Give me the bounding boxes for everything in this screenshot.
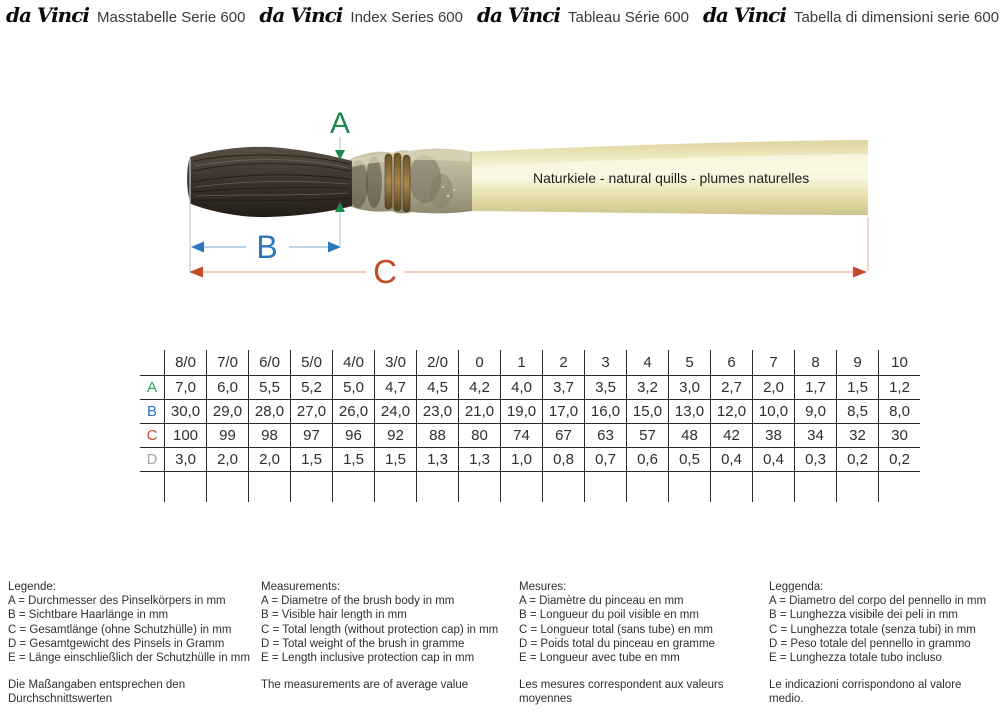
- legend-item: D = Peso totale del pennello in grammo: [769, 637, 971, 650]
- table-cell: 42: [711, 424, 753, 448]
- table-cell: 5,2: [291, 376, 333, 400]
- table-cell: 1,3: [417, 448, 459, 472]
- empty-cell: [459, 472, 501, 503]
- table-cell: 4,2: [459, 376, 501, 400]
- table-cell: 4,0: [501, 376, 543, 400]
- table-cell: 4,7: [375, 376, 417, 400]
- table-cell: 9,0: [795, 400, 837, 424]
- legend-title: Leggenda:: [769, 581, 824, 593]
- size-column-header: 6/0: [249, 350, 291, 376]
- table-cell: 0,7: [585, 448, 627, 472]
- size-column-header: 9: [837, 350, 879, 376]
- size-column-header: 6: [711, 350, 753, 376]
- table-row: [140, 400, 920, 424]
- legend-block: [8, 580, 254, 707]
- legend-note: Le indicazioni corrispondono al valore medio.: [769, 679, 962, 706]
- table-cell: 3,0: [165, 448, 207, 472]
- table-cell: 0,8: [543, 448, 585, 472]
- table-cell: 1,5: [375, 448, 417, 472]
- legend-item: A = Diametro del corpo del pennello in mm: [769, 595, 987, 608]
- table-cell: 21,0: [459, 400, 501, 424]
- table-row: [140, 424, 920, 448]
- legend-item: E = Longueur avec tube en mm: [519, 652, 680, 665]
- table-cell: 57: [627, 424, 669, 448]
- dimension-c-label: C: [373, 253, 397, 290]
- legend-title: Mesures:: [519, 581, 567, 593]
- legend-item: C = Gesamtlänge (ohne Schutzhülle) in mm: [8, 623, 232, 636]
- table-cell: 12,0: [711, 400, 753, 424]
- series-title: Tableau Série 600: [568, 9, 689, 26]
- table-cell: 96: [333, 424, 375, 448]
- empty-cell: [543, 472, 585, 503]
- size-table: [140, 350, 920, 502]
- size-column-header: 2/0: [417, 350, 459, 376]
- legend-item: C = Total length (without protection cap) in mm: [261, 623, 499, 636]
- table-cell: 29,0: [207, 400, 249, 424]
- table-cell: 99: [207, 424, 249, 448]
- davinci-logo: da Vinci: [702, 3, 786, 27]
- size-column-header: 5: [669, 350, 711, 376]
- table-cell: 27,0: [291, 400, 333, 424]
- table-cell: 7,0: [165, 376, 207, 400]
- legend-title: Measurements:: [261, 581, 341, 593]
- table-cell: 3,7: [543, 376, 585, 400]
- handle-caption: Naturkiele - natural quills - plumes naturelles: [533, 170, 810, 186]
- empty-cell: [753, 472, 795, 503]
- table-cell: 38: [753, 424, 795, 448]
- table-cell: 1,0: [501, 448, 543, 472]
- size-column-header: 8/0: [165, 350, 207, 376]
- dimension-b-arrow: [191, 229, 341, 265]
- table-cell: 30: [879, 424, 921, 448]
- size-column-header: 4/0: [333, 350, 375, 376]
- legend-item: A = Durchmesser des Pinselkörpers in mm: [8, 595, 226, 608]
- size-column-header: 10: [879, 350, 921, 376]
- size-column-header: 2: [543, 350, 585, 376]
- table-cell: 3,5: [585, 376, 627, 400]
- size-column-header: 3/0: [375, 350, 417, 376]
- legend-item: B = Visible hair length in mm: [261, 609, 407, 622]
- brush-diagram-svg: [0, 0, 1000, 345]
- table-cell: 8,5: [837, 400, 879, 424]
- table-cell: 13,0: [669, 400, 711, 424]
- legend-note: Die Maßangaben entsprechen den Durchschnittswerten: [8, 679, 186, 706]
- series-title: Tabella di dimensioni serie 600: [793, 9, 1000, 26]
- table-cell: 92: [375, 424, 417, 448]
- table-cell: 24,0: [375, 400, 417, 424]
- legend-item: B = Lunghezza visibile dei peli in mm: [769, 609, 958, 622]
- empty-cell: [585, 472, 627, 503]
- table-cell: 80: [459, 424, 501, 448]
- size-column-header: 8: [795, 350, 837, 376]
- table-cell: 1,3: [459, 448, 501, 472]
- legend-note: The measurements are of average value: [261, 679, 469, 692]
- table-cell: 34: [795, 424, 837, 448]
- series-title: Index Series 600: [350, 9, 463, 26]
- table-cell: 2,0: [249, 448, 291, 472]
- table-cell: 8,0: [879, 400, 921, 424]
- davinci-logo: da Vinci: [6, 3, 89, 27]
- legend-item: C = Longueur total (sans tube) en mm: [519, 623, 714, 636]
- table-cell: 0,2: [837, 448, 879, 472]
- table-cell: 15,0: [627, 400, 669, 424]
- empty-cell: [627, 472, 669, 503]
- table-cell: 0,6: [627, 448, 669, 472]
- table-cell: 74: [501, 424, 543, 448]
- size-header-row: [140, 350, 920, 376]
- table-cell: 32: [837, 424, 879, 448]
- legend-item: B = Sichtbare Haarlänge in mm: [8, 609, 169, 622]
- empty-cell: [291, 472, 333, 503]
- legend-block: [519, 580, 757, 707]
- legend-item: D = Gesamtgewicht des Pinsels in Gramm: [8, 637, 225, 650]
- table-cell: 1,7: [795, 376, 837, 400]
- table-cell: 48: [669, 424, 711, 448]
- table-cell: 98: [249, 424, 291, 448]
- table-cell: 0,5: [669, 448, 711, 472]
- table-cell: 3,0: [669, 376, 711, 400]
- legend-item: A = Diamètre du pinceau en mm: [519, 595, 684, 608]
- legend-item: E = Länge einschließlich der Schutzhülle in mm: [8, 652, 250, 665]
- series-title: Masstabelle Serie 600: [97, 9, 246, 26]
- dimension-a-label: A: [329, 107, 351, 140]
- table-cell: 2,7: [711, 376, 753, 400]
- size-column-header: 7/0: [207, 350, 249, 376]
- legend-item: C = Lunghezza totale (senza tubi) in mm: [769, 623, 976, 636]
- size-column-header: 7: [753, 350, 795, 376]
- size-column-header: 3: [585, 350, 627, 376]
- table-cell: 88: [417, 424, 459, 448]
- table-cell: 30,0: [165, 400, 207, 424]
- size-table-body: [140, 376, 920, 503]
- legend-item: B = Longueur du poil visible en mm: [519, 609, 699, 622]
- legend-item: E = Lunghezza totale tubo incluso: [769, 652, 942, 665]
- table-cell: 6,0: [207, 376, 249, 400]
- davinci-logo: da Vinci: [477, 3, 560, 27]
- dimension-b-label: B: [256, 229, 278, 265]
- table-cell: 1,2: [879, 376, 921, 400]
- table-cell: 16,0: [585, 400, 627, 424]
- brush-bristles: [187, 147, 352, 217]
- empty-cell: [837, 472, 879, 503]
- size-table-head: [140, 350, 920, 376]
- legend-item: A = Diametre of the brush body in mm: [261, 595, 455, 608]
- table-cell: 23,0: [417, 400, 459, 424]
- table-cell: 10,0: [753, 400, 795, 424]
- table-cell: 2,0: [753, 376, 795, 400]
- brass-wire-wrap: [385, 153, 410, 212]
- row-label: [140, 472, 165, 503]
- size-column-header: 4: [627, 350, 669, 376]
- davinci-logo: da Vinci: [259, 3, 343, 27]
- empty-row: [140, 472, 920, 503]
- size-column-header: 1: [501, 350, 543, 376]
- empty-cell: [165, 472, 207, 503]
- table-cell: 0,4: [711, 448, 753, 472]
- size-column-header: 5/0: [291, 350, 333, 376]
- table-cell: 63: [585, 424, 627, 448]
- row-label: A: [140, 376, 165, 400]
- row-label: C: [140, 424, 165, 448]
- dimension-c-arrow: [189, 253, 867, 290]
- table-cell: 17,0: [543, 400, 585, 424]
- empty-cell: [879, 472, 921, 503]
- table-cell: 1,5: [333, 448, 375, 472]
- table-cell: 0,3: [795, 448, 837, 472]
- legend-block: [769, 580, 995, 707]
- size-column-header: 0: [459, 350, 501, 376]
- empty-cell: [249, 472, 291, 503]
- legend-item: D = Total weight of the brush in gramme: [261, 637, 465, 650]
- table-cell: 0,2: [879, 448, 921, 472]
- table-row: [140, 376, 920, 400]
- legend-title: Legende:: [8, 581, 56, 593]
- empty-cell: [795, 472, 837, 503]
- empty-cell: [669, 472, 711, 503]
- table-cell: 67: [543, 424, 585, 448]
- legend-item: E = Length inclusive protection cap in mm: [261, 652, 475, 665]
- table-cell: 100: [165, 424, 207, 448]
- table-cell: 1,5: [291, 448, 333, 472]
- table-cell: 3,2: [627, 376, 669, 400]
- legend-block: [261, 580, 513, 692]
- empty-cell: [417, 472, 459, 503]
- table-cell: 19,0: [501, 400, 543, 424]
- table-cell: 97: [291, 424, 333, 448]
- empty-cell: [711, 472, 753, 503]
- table-row: [140, 448, 920, 472]
- legend-item: D = Poids total du pinceau en gramme: [519, 637, 715, 650]
- row-label-header: [140, 350, 165, 376]
- brush-illustration: [0, 0, 1000, 345]
- empty-cell: [207, 472, 249, 503]
- table-cell: 0,4: [753, 448, 795, 472]
- table-cell: 28,0: [249, 400, 291, 424]
- empty-cell: [375, 472, 417, 503]
- row-label: B: [140, 400, 165, 424]
- row-label: D: [140, 448, 165, 472]
- table-cell: 1,5: [837, 376, 879, 400]
- table-cell: 5,5: [249, 376, 291, 400]
- table-cell: 26,0: [333, 400, 375, 424]
- table-cell: 4,5: [417, 376, 459, 400]
- empty-cell: [501, 472, 543, 503]
- table-cell: 5,0: [333, 376, 375, 400]
- legend-note: Les mesures correspondent aux valeurs moyennes: [519, 679, 724, 706]
- empty-cell: [333, 472, 375, 503]
- table-cell: 2,0: [207, 448, 249, 472]
